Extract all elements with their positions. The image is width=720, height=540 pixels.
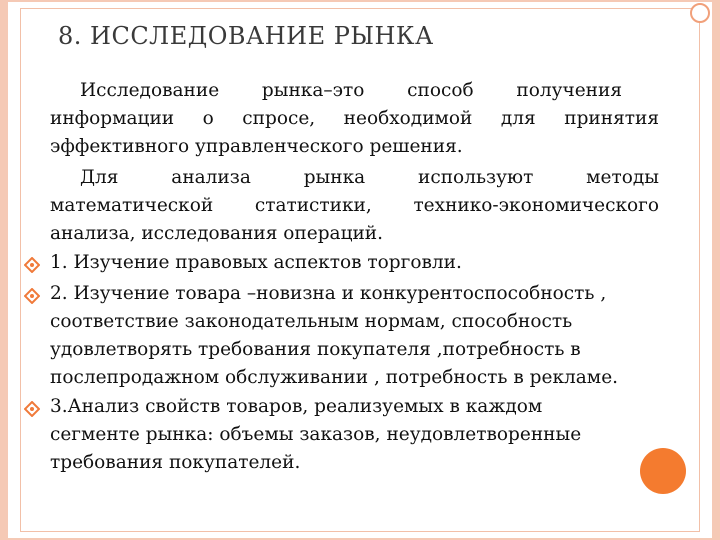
paragraph-2-line-2: математической статистики, технико-экономического (50, 195, 659, 216)
paragraph-1-line-1: Исследование рынка–это способ получения (80, 80, 622, 101)
paragraph-2-line-1: Для анализа рынка используют методы (80, 167, 659, 188)
slide-title: 8. ИССЛЕДОВАНИЕ РЫНКА (58, 22, 434, 50)
paragraph-1-line-2: информации о спросе, необходимой для принятия (50, 108, 659, 129)
bullet-3-line-3: требования покупателей. (50, 452, 301, 473)
bullet-3-line-1: 3.Анализ свойств товаров, реализуемых в каждом (50, 396, 543, 417)
diamond-ring-bullet-icon (24, 401, 40, 417)
paragraph-1-line-3: эффективного управленческого решения. (50, 136, 463, 157)
diamond-ring-bullet-icon (24, 257, 40, 273)
decorative-circle-top (690, 3, 710, 23)
diamond-ring-bullet-icon (24, 288, 40, 304)
bullet-2-line-2: соответствие законодательным нормам, способность (50, 311, 573, 332)
bullet-1-line-1: 1. Изучение правовых аспектов торговли. (50, 252, 462, 273)
bullet-2-line-4: послепродажном обслуживании , потребность в рекламе. (50, 367, 619, 388)
bullet-2-line-3: удовлетворять требования покупателя ,потребность в (50, 339, 581, 360)
bullet-2-line-1: 2. Изучение товара –новизна и конкурентоспособность , (50, 283, 607, 304)
decorative-circle-bottom (640, 448, 686, 494)
bullet-3-line-2: сегменте рынка: объемы заказов, неудовлетворенные (50, 424, 582, 445)
paragraph-2-line-3: анализа, исследования операций. (50, 223, 384, 244)
